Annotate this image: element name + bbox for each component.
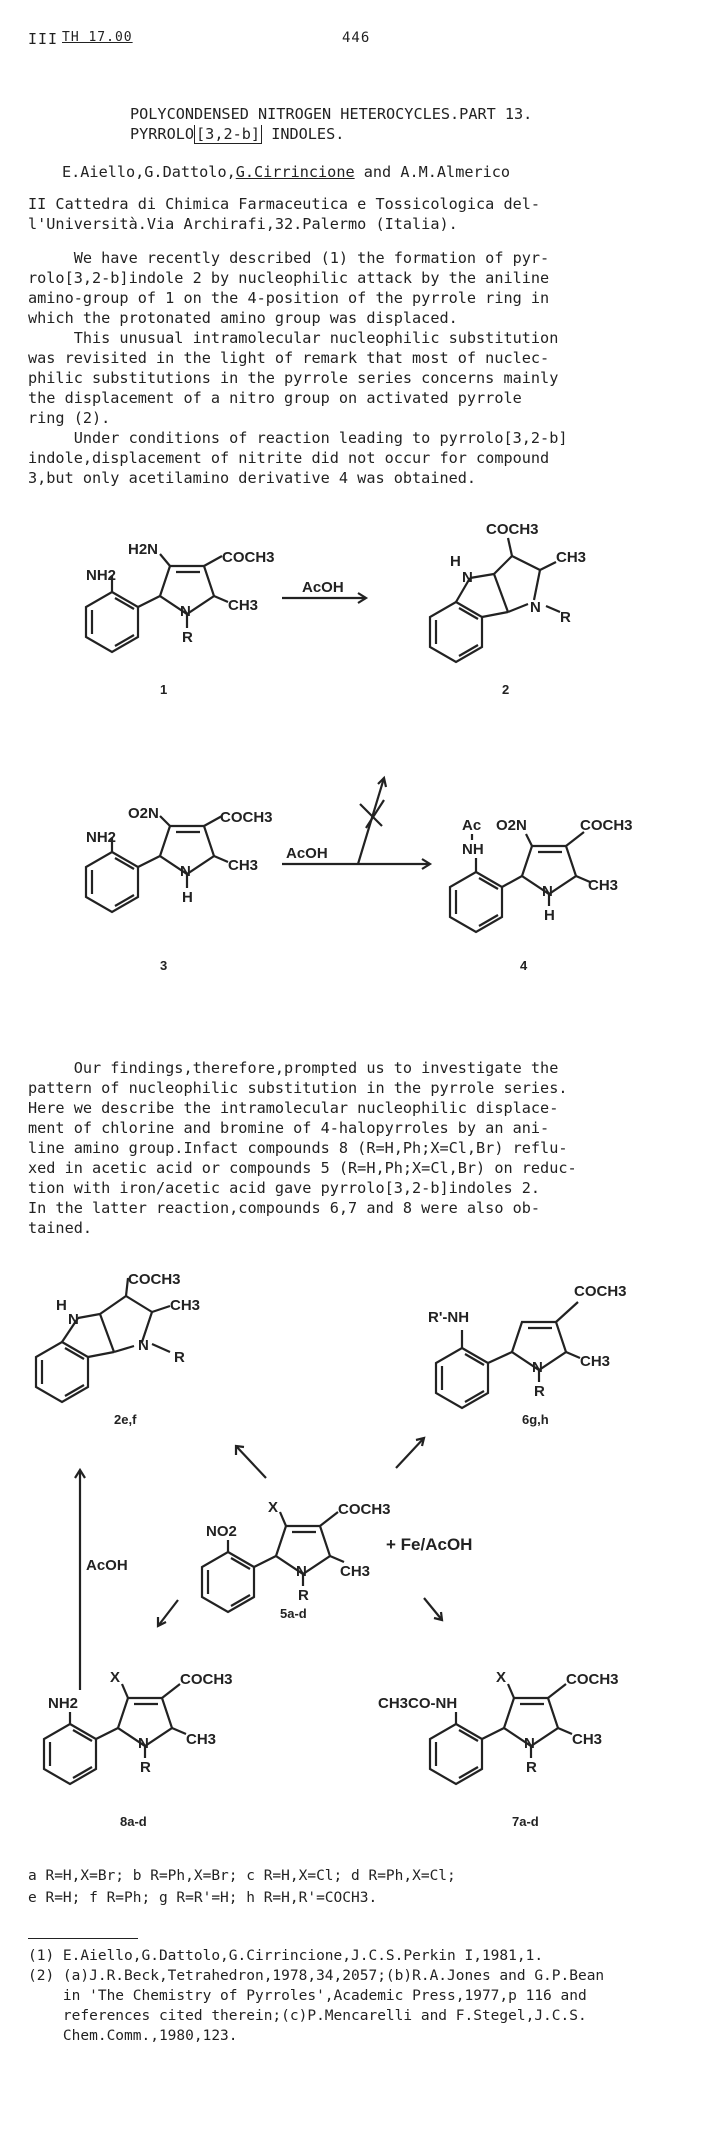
footnote-line: (1) E.Aiello,G.Dattolo,G.Cirrincione,J.C.S.Perkin I,1981,1. [28,1948,544,1964]
footnote-line: in 'The Chemistry of Pyrroles',Academic Press,1977,p 116 and [28,1988,587,2004]
svg-text:CH3: CH3 [170,1297,201,1314]
svg-text:CH3: CH3 [572,1731,603,1748]
svg-text:7a-d: 7a-d [512,1814,539,1829]
svg-text:N: N [462,569,473,586]
svg-text:CH3: CH3 [556,549,587,566]
paragraph-line: ment of chlorine and bromine of 4-halopyrroles by an ani- [28,1119,550,1137]
svg-text:R: R [182,629,193,646]
paragraph-line: amino-group of 1 on the 4-position of the pyrrole ring in [28,289,550,307]
paragraph-line: Our findings,therefore,prompted us to investigate the [28,1059,559,1077]
svg-text:COCH3: COCH3 [486,521,539,538]
paragraph-line: the displacement of a nitro group on activated pyrrole [28,389,522,407]
paragraph-line: tained. [28,1219,93,1237]
svg-text:CH3: CH3 [228,597,259,614]
paragraph-1 [28,248,567,488]
paragraph-2 [28,1058,577,1238]
svg-text:CH3: CH3 [340,1563,371,1580]
svg-text:H: H [56,1297,67,1314]
compound-6gh-structure [428,1283,627,1427]
svg-text:N: N [138,1735,149,1752]
compound-1-structure [86,541,275,697]
scheme2-reagent: AcOH [286,845,328,862]
svg-text:X: X [110,1669,121,1686]
svg-text:N: N [296,1563,307,1580]
svg-text:R: R [534,1383,545,1400]
paragraph-line: 3,but only acetilamino derivative 4 was obtained. [28,469,477,487]
svg-text:COCH3: COCH3 [128,1271,181,1288]
svg-text:R: R [560,609,571,626]
title-line2: PYRROLO [3,2-b] INDOLES. [130,125,345,143]
authors: E.Aiello,G.Dattolo,G.Cirrincione and A.M.Almerico [62,163,511,181]
paragraph-line: indole,displacement of nitrite did not occur for compound [28,449,550,467]
svg-text:NH2: NH2 [86,567,117,584]
svg-text:NH2: NH2 [86,829,117,846]
paragraph-line: Under conditions of reaction leading to pyrrolo[3,2-b] [28,429,568,447]
footnote-rule [28,1938,138,1939]
session-label: III [28,30,59,48]
svg-text:H: H [544,907,555,924]
scheme3-acoh: AcOH [86,1557,128,1574]
compound-2-structure [430,521,586,697]
svg-text:COCH3: COCH3 [574,1283,627,1300]
compound-3-structure [86,805,273,973]
page-number: 446 [342,30,371,46]
footnote-line: references cited therein;(c)P.Mencarelli and F.Stegel,J.C.S. [28,2008,587,2024]
legend-line1: a R=H,X=Br; b R=Ph,X=Br; c R=H,X=Cl; d R=Ph,X=Cl; [28,1868,456,1884]
compound-2ef-structure [36,1271,200,1427]
session-code: TH 17.00 [62,30,133,45]
title-line1: POLYCONDENSED NITROGEN HETEROCYCLES.PART 13. [130,105,533,123]
svg-text:COCH3: COCH3 [566,1671,619,1688]
svg-text:+ Fe/AcOH: + Fe/AcOH [386,1535,473,1554]
svg-text:5a-d: 5a-d [280,1606,307,1621]
paragraph-line: In the latter reaction,compounds 6,7 and 8 were also ob- [28,1199,541,1217]
svg-text:R: R [140,1759,151,1776]
paragraph-line: was revisited in the light of remark that most of nuclec- [28,349,550,367]
paragraph-line: philic substitutions in the pyrrole series concerns mainly [28,369,559,387]
svg-text:COCH3: COCH3 [180,1671,233,1688]
svg-text:N: N [138,1337,149,1354]
svg-text:6g,h: 6g,h [522,1412,549,1427]
svg-text:NO2: NO2 [206,1523,237,1540]
svg-text:N: N [524,1735,535,1752]
footnotes [28,1946,604,2046]
affiliation-line2: l'Università.Via Archirafi,32.Palermo (Italia). [28,215,458,233]
svg-text:N: N [180,863,191,880]
svg-text:COCH3: COCH3 [338,1501,391,1518]
svg-text:2: 2 [502,682,510,697]
svg-text:COCH3: COCH3 [222,549,275,566]
affiliation-line1: II Cattedra di Chimica Farmaceutica e Tossicologica del- [28,195,541,213]
svg-text:N: N [68,1311,79,1328]
svg-text:CH3: CH3 [186,1731,217,1748]
scheme-1 [0,510,704,720]
paragraph-line: ring (2). [28,409,111,427]
compound-4-structure [450,817,633,973]
svg-text:COCH3: COCH3 [580,817,633,834]
svg-text:O2N: O2N [128,805,159,822]
svg-text:R: R [526,1759,537,1776]
svg-text:O2N: O2N [496,817,527,834]
scheme-3 [0,1260,704,1850]
svg-text:N: N [542,883,553,900]
scheme-2 [0,760,704,990]
svg-text:N: N [532,1359,543,1376]
paragraph-line: xed in acetic acid or compounds 5 (R=H,Ph;X=Cl,Br) on reduc- [28,1159,577,1177]
svg-text:H: H [182,889,193,906]
svg-text:2e,f: 2e,f [114,1412,137,1427]
paragraph-line: tion with iron/acetic acid gave pyrrolo[3,2-b]indoles 2. [28,1179,541,1197]
svg-text:CH3CO-NH: CH3CO-NH [378,1695,458,1712]
compound-7ad-structure [378,1669,619,1829]
paragraph-line: line amino group.Infact compounds 8 (R=H,Ph;X=Cl,Br) reflu- [28,1139,568,1157]
svg-text:X: X [496,1669,507,1686]
svg-text:N: N [180,603,191,620]
scheme1-reagent: AcOH [302,579,344,596]
paragraph-line: We have recently described (1) the formation of pyr- [28,249,550,267]
svg-text:R: R [174,1349,185,1366]
svg-text:3: 3 [160,958,168,973]
svg-text:NH: NH [462,841,484,858]
svg-text:8a-d: 8a-d [120,1814,147,1829]
svg-text:H: H [450,553,461,570]
paragraph-line: This unusual intramolecular nucleophilic substitution [28,329,559,347]
svg-text:NH2: NH2 [48,1695,79,1712]
svg-text:CH3: CH3 [228,857,259,874]
paragraph-line: which the protonated amino group was displaced. [28,309,458,327]
svg-text:N: N [530,599,541,616]
paragraph-line: rolo[3,2-b]indole 2 by nucleophilic attack by the aniline [28,269,550,287]
footnote-line: (2) (a)J.R.Beck,Tetrahedron,1978,34,2057;(b)R.A.Jones and G.P.Bean [28,1968,605,1984]
svg-text:R: R [298,1587,309,1604]
svg-text:CH3: CH3 [588,877,619,894]
svg-text:R'-NH: R'-NH [428,1309,470,1326]
svg-text:CH3: CH3 [580,1353,611,1370]
svg-text:1: 1 [160,682,168,697]
paragraph-line: pattern of nucleophilic substitution in the pyrrole series. [28,1079,568,1097]
svg-text:Ac: Ac [462,817,482,834]
svg-text:H2N: H2N [128,541,159,558]
compound-8ad-structure [44,1669,233,1829]
paragraph-line: Here we describe the intramolecular nucleophilic displace- [28,1099,559,1117]
footnote-line: Chem.Comm.,1980,123. [28,2028,238,2044]
svg-text:COCH3: COCH3 [220,809,273,826]
svg-text:X: X [268,1499,279,1516]
svg-text:4: 4 [520,958,528,973]
compound-5ad-structure [202,1499,472,1621]
legend-line2: e R=H; f R=Ph; g R=R'=H; h R=H,R'=COCH3. [28,1890,378,1906]
